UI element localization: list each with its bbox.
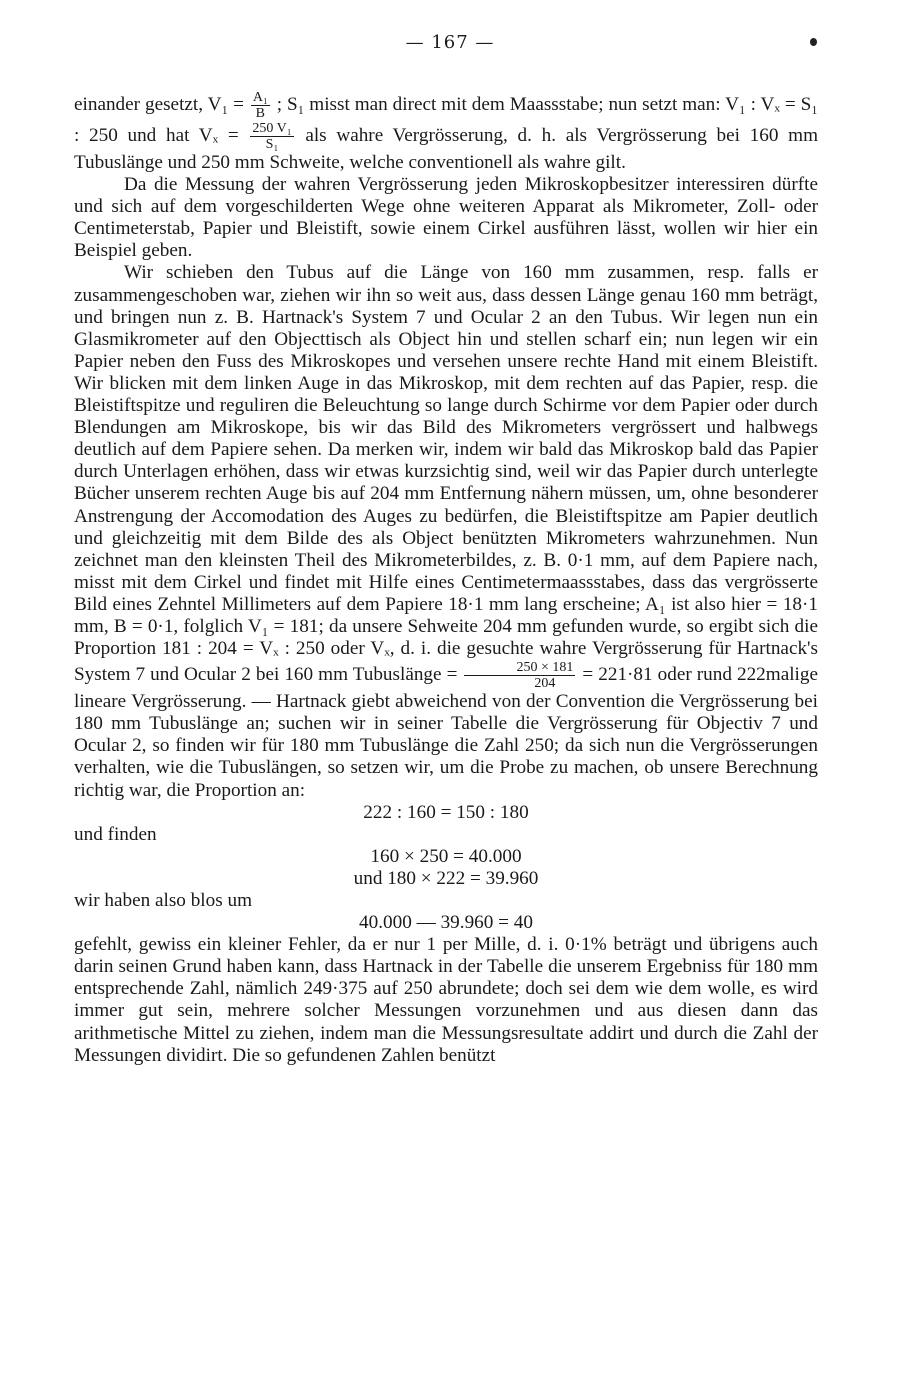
fraction-v1 bbox=[251, 90, 270, 121]
equation-products bbox=[74, 846, 818, 890]
fraction-v1-num: A₁ bbox=[252, 90, 268, 105]
p1-text-c: als wahre Vergrösserung, d. h. als Vergrösserung bei 160 mm Tubuslänge und 250 mm Schweite, welche conventionell als wahre gilt. bbox=[74, 124, 818, 173]
fraction-vx bbox=[250, 121, 293, 152]
page-number: — 167 — bbox=[405, 32, 495, 53]
paragraph-2: Da die Messung der wahren Vergrösserung jeden Mikroskopbesitzer interessiren dürfte und sich auf dem vorgeschilderten Wege ohne weiteren Apparat als Mikrometer, Zoll- oder Centimeterstab, Papier und Bleistift, sowie einem Cirkel ausführen lässt, wollen wir hier ein Beispiel geben. bbox=[74, 174, 818, 262]
fraction-result-den: 204 bbox=[534, 676, 556, 692]
equation-proportion: 222 : 160 = 150 : 180 bbox=[363, 801, 529, 823]
fraction-vx-den: S₁ bbox=[265, 137, 279, 152]
paragraph-wir-haben: wir haben also blos um bbox=[74, 890, 252, 911]
fraction-vx-num: 250 V₁ bbox=[252, 121, 292, 136]
paragraph-final: gefehlt, gewiss ein kleiner Fehler, da er nur 1 per Mille, d. i. 0·1% beträgt und übrigens auch darin seinen Grund haben kann, dass Hartnack in der Tabelle die unserem Ergebniss für 180 mm entsprechende Zahl, nämlich 249·375 auf 250 abrundete; doch sei dem wie dem wolle, es wird immer gut sein, mehrere solcher Messungen vorzunehmen und aus diesen dann das arithmetische Mittel zu ziehen, indem man die Messungsresultate addirt und durch die Zahl der Messungen dividirt. Die so gefundenen Zahlen benützt bbox=[74, 934, 818, 1066]
p3-text-a: Wir schieben den Tubus auf die Länge von 160 mm zusammen, resp. falls er zusammengeschoben war, ziehen wir ihn so weit aus, dass dessen Länge genau 160 mm beträgt, und bringen nun z. B. Hartnack's System 7 und Ocular 2 an den Tubus. Wir legen nun ein Glasmikrometer auf den Objecttisch als Object hin und stellen scharf ein; nun legen wir ein Papier neben den Fuss des Mikroskopes und versehen unsere rechte Hand mit einem Bleistift. Wir blicken mit dem linken Auge in das Mikroskop, mit dem rechten auf das Papier, resp. die Bleistiftspitze und reguliren die Beleuchtung so lange durch Schirme vor dem Papier oder durch Blendungen am Mikroskope, bis wir das Bild des Mikrometers vergrössert und halbwegs deutlich auf dem Papiere sehen. Da merken wir, indem wir bald das Mikroskop bald das Papier durch Unterlagen erhöhen, dass wir etwas kurzsichtig sind, weil wir das Papier durch unterlegte Bücher unserem rechten Auge bis auf 204 mm Entfernung nähern müssen, um, ohne besonderer Anstrengung der Accomodation des Auges zu bedürfen, die Bleistiftspitze am Papier deutlich und gleichzeitig mit dem Bilde des als Object benützten Mikrometers wahrzunehmen. Nun zeichnet man den kleinsten Theil des Mikrometerbildes, z. B. 0·1 mm, auf dem Papiere nach, misst mit dem Cirkel und findet mit Hilfe eines Centimetermaassstabes, dass das vergrösserte Bild eines Zehntel Millimeters auf dem Papiere 18·1 mm lang erscheine; A₁ ist also hier = 18·1 mm, B = 0·1, folglich V₁ = 181; da unsere Sehweite 204 mm gefunden wurde, so ergibt sich die Proportion 181 : 204 = Vₓ : 250 oder Vₓ, d. i. die gesuchte wahre Vergrösserung für Hartnack's System 7 und Ocular 2 bei 160 mm Tubuslänge = bbox=[74, 262, 818, 686]
ink-dot bbox=[810, 38, 817, 46]
fraction-result-num: 250 × 181 bbox=[464, 660, 575, 676]
fraction-result bbox=[464, 660, 575, 691]
paragraph-1 bbox=[74, 90, 818, 174]
body-text bbox=[74, 90, 818, 1067]
paragraph-3 bbox=[74, 262, 818, 801]
p1-text-b: ; S₁ misst man direct mit dem Maassstabe; nun setzt man: V₁ : Vₓ = S₁ : 250 und hat Vₓ = bbox=[74, 93, 818, 146]
fraction-v1-den: B bbox=[255, 106, 265, 121]
equation-difference: 40.000 — 39.960 = 40 bbox=[359, 912, 533, 934]
equation-product-2: und 180 × 222 = 39.960 bbox=[353, 867, 539, 889]
equation-product-1: 160 × 250 = 40.000 bbox=[370, 845, 522, 867]
p1-text-a: einander gesetzt, V₁ = bbox=[74, 93, 249, 115]
paragraph-und-finden: und finden bbox=[74, 823, 157, 845]
p3-text-b: = 221·81 oder rund 222malige lineare Vergrösserung. — Hartnack giebt abweichend von der Convention die Vergrösserung bei 180 mm Tubuslänge an; suchen wir in seiner Tabelle die Vergrösserung für Objectiv 7 und Ocular 2, so finden wir für 180 mm Tubuslänge die Zahl 250; da sich nun die Vergrösserungen verhalten, wie die Tubuslängen, so setzen wir, um die Probe zu machen, ob unsere Berechnung richtig war, die Proportion an: bbox=[74, 664, 818, 801]
